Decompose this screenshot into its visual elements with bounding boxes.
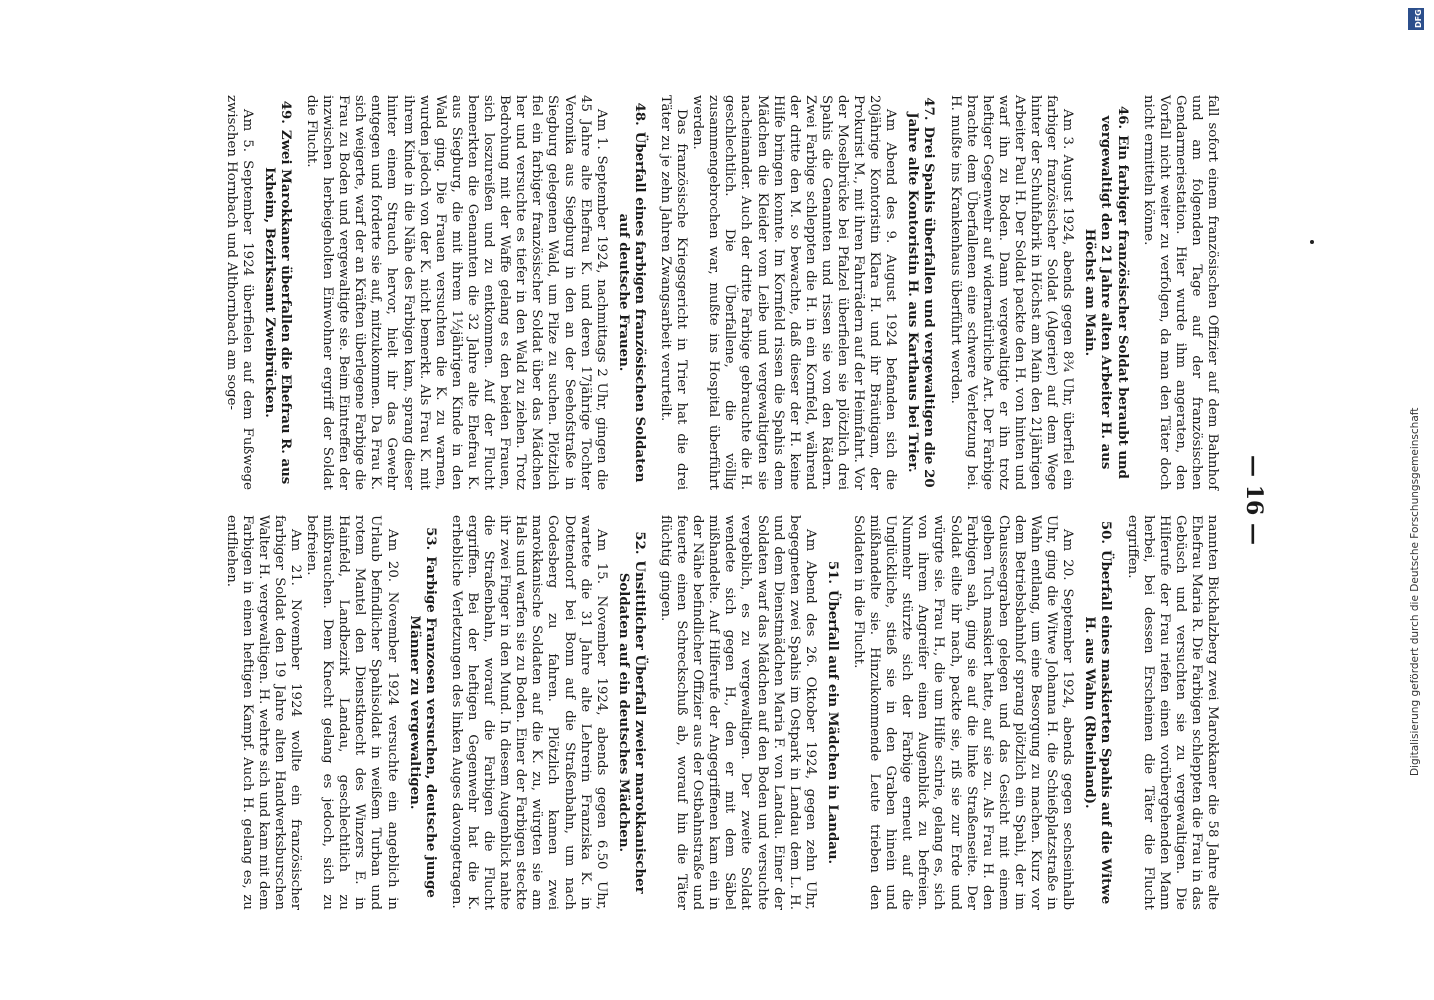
margin-note-text: Digitalisierung gefördert durch die Deutsche Forschungsgemeinschaft — [1409, 407, 1421, 776]
section-51-number: 51. — [824, 560, 840, 584]
right-intro-paragraph: nannten Bickhalzberg zwei Marokkaner die 58 Jahre alte Ehefrau Maria R. Die Farbigen schleppten die Frau in das Gebüsch und versuchten sie zu vergewaltigen. Die Hilferufe der Frau riefen einen vorübergehenden Mann herbei, bei dessen Erscheinen die Täter die Flucht ergriffen. — [1124, 515, 1220, 910]
section-48-title: Überfall eines farbigen französischen Soldaten auf deutsche Frauen. — [615, 131, 647, 483]
section-47-text-2: Das französische Kriegsgericht in Trier hat die drei Täter zu je zehn Jahren Zwangsarbeit verurteilt. — [658, 95, 690, 490]
section-52-title: Unsittlicher Überfall zweier marokkanischer Soldaten auf ein deutsches Mädchen. — [615, 560, 647, 894]
section-51-heading — [824, 515, 840, 910]
section-50-text: Am 20. September 1924, abends gegen sechseinhalb Uhr, ging die Witwe Johanna H. die Schießplatzstraße in Wahn entlang, um eine Besorgung zu machen. Kurz vor dem Betriebsbahnhof sprang plötzlich ein Spahi, der im Chausseegraben gelegen und das Gesicht mit einem gelben Tuch maskiert hatte, auf sie zu. Als Frau H. den Farbigen sah, ging sie auf die linke Straßenseite. Der Soldat eilte ihr nach, packte sie, riß sie zur Erde und würgte sie. Frau H., die um Hilfe schrie, gelang es, sich von ihrem Angreifer einen Augenblick zu befreien. Nunmehr stürzte sich der Farbige erneut auf die Unglückliche, stieß sie in den Graben hinein und mißhandelte sie. Hinzukommende Leute trieben den Soldaten in die Flucht. — [851, 515, 1076, 910]
section-49-title: Zwei Marokkaner überfallen die Ehefrau R. aus Ixheim, Bezirksamt Zweibrücken. — [261, 129, 293, 485]
section-53-title: Farbige Franzosen versuchen, deutsche junge Männer zu vergewaltigen. — [406, 556, 438, 898]
section-47-text: Am Abend des 9. August 1924 befanden sich die 20jährige Kontoristin Klara H. und ihr Bräutigam, der Prokurist M., mit ihren Fahrrädern auf der Heimfahrt. Vor der Moselbrücke bei Pfalzel überfielen sie plötzlich drei Spahis die Genannten und rissen sie von den Rädern. Zwei Farbige schleppten die H. in ein Kornfeld, während der dritte den M. so bewachte, daß dieser der H. keine Hilfe bringen konnte. Im Kornfeld rissen die Spahis dem Mädchen die Kleider vom Leibe und vergewaltigten sie nacheinander. Auch der dritte Farbige gebrauchte die H. geschlechtlich. Die Überfallene, die völlig zusammengebrochen war, mußte ins Hospital überführt werden. — [690, 95, 899, 490]
section-46-title: Ein farbiger französischer Soldat beraubt und vergewaltigt den 21 Jahre alten Arbeiter H. aus Höchst am Main. — [1082, 115, 1130, 479]
section-53-text-2: Am 21. November 1924 wollte ein französischer farbiger Soldat den 19 Jahre alten Handwerksburschen Walter H. vergewaltigen. H. wehrte sich und kam mit dem Farbigen in einen heftigen Kampf. Auch H. gelang es, zu entfliehen. — [223, 515, 304, 910]
margin-note — [1404, 0, 1430, 1000]
rotated-page — [95, 85, 1275, 915]
section-48-number: 48. — [631, 102, 647, 126]
section-47-heading — [904, 95, 936, 490]
section-49-number: 49. — [277, 100, 293, 124]
section-50-heading — [1081, 515, 1113, 910]
ink-speck — [1310, 240, 1314, 244]
section-48-heading — [615, 95, 647, 490]
page-number: — 16 — — [1241, 455, 1267, 545]
section-46-number: 46. — [1114, 106, 1130, 130]
page-content — [95, 85, 1275, 915]
section-53-number: 53. — [422, 527, 438, 551]
dfg-logo: DFG — [1408, 8, 1424, 30]
left-column — [223, 95, 1220, 490]
section-49-text: Am 5. September 1924 überfielen auf dem Fußwege zwischen Hornbach und Althornbach am soge- — [223, 95, 255, 490]
right-column — [223, 515, 1220, 910]
section-52-number: 52. — [631, 531, 647, 555]
section-53-heading — [406, 515, 438, 910]
section-51-text: Am Abend des 26. Oktober 1924, gegen zehn Uhr, begegneten zwei Spahis im Ostpark in Landau dem L. H. und dem Dienstmädchen Maria F. von Landau. Einer der Soldaten warf das Mädchen auf den Boden und versuchte vergeblich, es zu vergewaltigen. Der zweite Soldat wendete sich gegen H., den er mit dem Säbel mißhandelte. Auf Hilferufe der Angegriffenen kam ein in der Nähe befindlicher Offizier aus der Ostbahnstraße und feuerte einen Schreckschuß ab, worauf hin die Täter flüchtig gingen. — [658, 515, 818, 910]
section-46-text: Am 3. August 1924, abends gegen 8¾ Uhr, überfiel ein farbiger französischer Soldat (Algerier) auf dem Wege hinter der Schuhfabrik in Höchst am Main den 21jährigen Arbeiter Paul H. Der Soldat packte den H. von hinten und warf ihn zu Boden. Dann vergewaltigte er ihn trotz heftiger Gegenwehr auf widernatürliche Art. Der Farbige brachte dem Überfallenen eine schwere Verletzung bei. H. mußte ins Krankenhaus überführt werden. — [947, 95, 1076, 490]
section-52-heading — [615, 515, 647, 910]
section-50-number: 50. — [1098, 520, 1114, 544]
section-51-title: Überfall auf ein Mädchen in Landau. — [824, 589, 840, 865]
section-49-heading — [261, 95, 293, 490]
section-52-text: Am 15. November 1924, abends gegen 6.50 Uhr, wartete die 31 Jahre alte Lehrerin Franziska K. in Dottendorf bei Bonn auf die Straßenbahn, um nach Godesberg zu fahren. Plötzlich kamen zwei marokkanische Soldaten auf die K. zu, würgten sie am Hals und warfen sie zu Boden. Einer der Farbigen steckte ihr zwei Finger in den Mund. In diesem Augenblick nahte die Straßenbahn, worauf die Farbigen die Flucht ergriffen. Bei der heftigen Gegenwehr hat die K. erhebliche Verletzungen des linken Auges davongetragen. — [448, 515, 609, 910]
left-intro-paragraph: fall sofort einem französischen Offizier auf dem Bahnhof und am folgenden Tage auf der französischen Gendarmeriestation. Hier wurde ihm angeraten, den Vorfall nicht weiter zu verfolgen, da man den Täter doch nicht ermitteln könne. — [1140, 95, 1220, 490]
section-47-title: Drei Spahis überfallen und vergewaltigen die 20 Jahre alte Kontoristin H. aus Karthaus bei Trier. — [905, 112, 937, 488]
section-47-number: 47. — [921, 97, 937, 121]
section-48-text: Am 1. September 1924, nachmittags 2 Uhr, gingen die 45 Jahre alte Ehefrau K. und deren 17jährige Tochter Veronika aus Siegburg in den an der Seehofstraße in Siegburg gelegenen Wald, um Pilze zu suchen. Plötzlich fiel ein farbiger französischer Soldat über das Mädchen her und versuchte es tiefer in den Wald zu ziehen. Trotz Bedrohung mit der Waffe gelang es den beiden Frauen, sich loszureißen und zu entkommen. Auf der Flucht bemerkten die Genannten die 32 Jahre alte Ehefrau K. aus Siegburg, die mit ihrem 1½jährigen Kinde in den Wald ging. Die Frauen versuchten die K. zu warnen, wurden jedoch von der K. nicht bemerkt. Als Frau K. mit ihrem Kinde in die Nähe des Farbigen kam, sprang dieser hinter einem Strauch hervor, hielt ihr das Gewehr entgegen und forderte sie auf, mitzukommen. Da Frau K. sich weigerte, warf der an Kräften überlegene Farbige die Frau zu Boden und vergewaltigte sie. Beim Eintreffen der inzwischen herbeigeholten Einwohner ergriff der Soldat die Flucht. — [304, 95, 609, 490]
section-50-title: Überfall eines maskierten Spahis auf die Witwe H. aus Wahn (Rheinland). — [1082, 549, 1114, 905]
section-46-heading — [1081, 95, 1129, 490]
section-53-text: Am 20. November 1924 versuchte ein angeblich in Urlaub befindlicher Spahisoldat in weißem Turban und rotem Mantel den Dienstknecht des Winzers E. in Hainfeld, Landbezirk Landau, geschlechtlich zu mißbrauchen. Dem Knecht gelang es jedoch, sich zu befreien. — [304, 515, 400, 910]
